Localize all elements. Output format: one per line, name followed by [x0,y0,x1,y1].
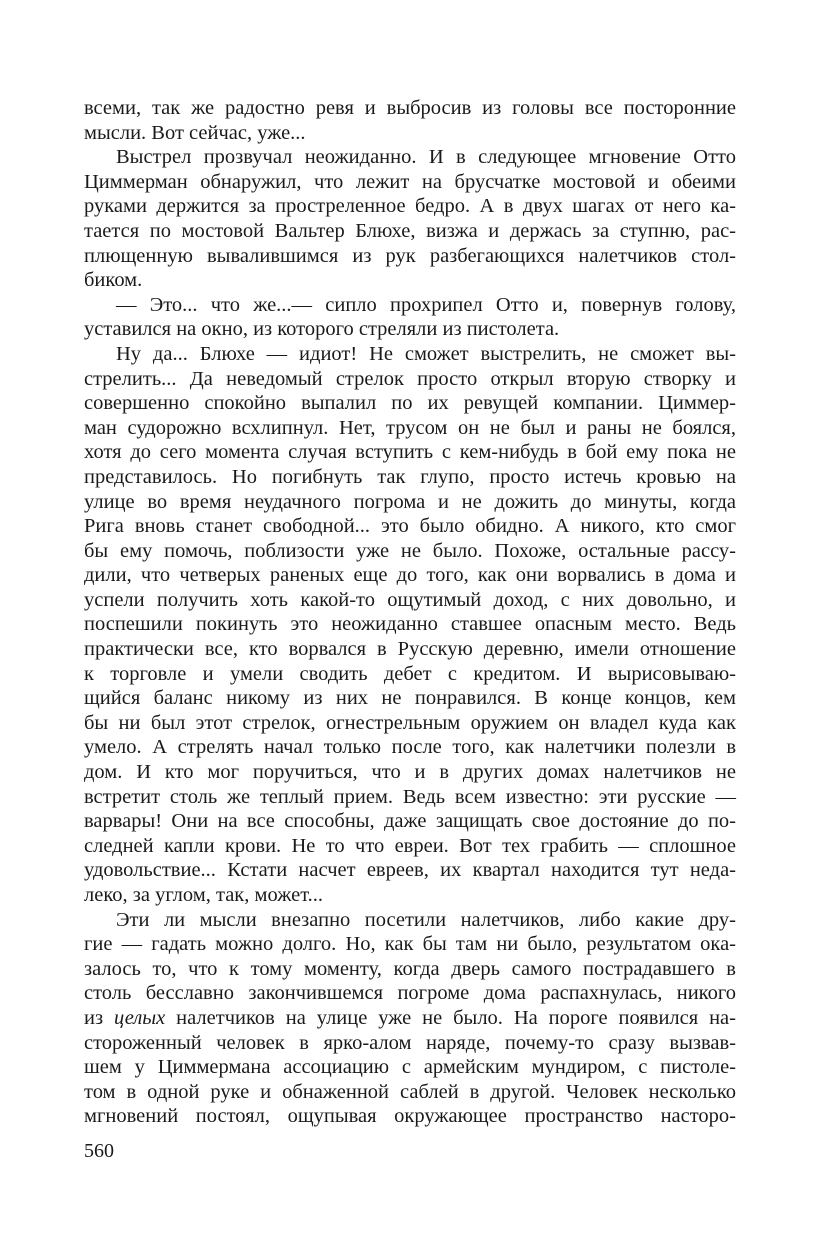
text-line: столь бесславно закончившемся погроме дома распахнулась, никого [84,982,736,1005]
text-line: залось то, что к тому моменту, когда дверь самого пострадавшего в [84,957,736,980]
text-line: совершенно спокойно выпалил по их ревущей компании. Циммер- [84,392,736,415]
text-line: улице во время неудачного погрома и не дожить до минуты, когда [84,490,736,513]
text-line: Ну да... Блюхе — идиот! Не сможет выстрелить, не сможет вы- [116,342,736,365]
text-line: бы ни был этот стрелок, огнестрельным оружием он владел куда как [84,711,736,734]
text-line: бы ему помочь, поблизости уже не было. Похоже, остальные рассу- [84,539,736,562]
text-line: успели получить хоть какой-то ощутимый доход, с них довольно, и [84,588,736,611]
text-line: гие — гадать можно долго. Но, как бы там ни было, результатом ока- [84,933,736,956]
text-line: Рига вновь станет свободной... это было обидно. А никого, кто смог [84,515,736,538]
text-line: леко, за углом, так, может... [84,884,324,906]
text-line: руками держится за простреленное бедро. А в двух шагах от него ка- [84,195,736,218]
text-line: мысли. Вот сейчас, уже... [84,121,306,144]
text-line: представилось. Но погибнуть так глупо, просто истечь кровью на [84,465,736,488]
text-line: уставился на окно, из которого стреляли из пистолета. [84,318,560,341]
italic-word: целых [113,1006,166,1029]
text-line: умело. А стрелять начал только после того, как налетчики полезли в [84,736,736,759]
text-line: — Это... что же...— сипло прохрипел Отто и, повернув голову, [116,293,736,316]
text-line: ман судорожно всхлипнул. Нет, трусом он не был и раны не боялся, [84,416,736,439]
text-line: стрелить... Да неведомый стрелок просто открыл вторую створку и [84,367,736,390]
text-line: Выстрел прозвучал неожиданно. И в следующее мгновение Отто [116,146,736,169]
text-line: хотя до сего момента случая вступить с кем-нибудь в бой ему пока не [84,441,736,464]
text-line: удовольствие... Кстати насчет евреев, их квартал находится тут неда- [84,859,736,882]
text-line: поспешили покинуть это неожиданно ставшее опасным место. Ведь [84,613,736,636]
text-line: мгновений постоял, ощупывая окружающее пространство насторо- [84,1105,736,1128]
text-line: к торговле и умели сводить дебет с кредитом. И вырисовываю- [84,662,736,685]
text-line: тается по мостовой Вальтер Блюхе, визжа и держась за ступню, рас- [84,219,736,242]
text-line: Эти ли мысли внезапно посетили налетчиков, либо какие дру- [116,908,736,931]
text-line: следней капли крови. Не то что евреи. Вот тех грабить — сплошное [84,834,736,857]
text-line: практически все, кто ворвался в Русскую деревню, имели отношение [84,638,736,661]
text-line: стороженный человек в ярко-алом наряде, почему-то сразу вызвав- [84,1031,736,1054]
text-line: щийся баланс никому из них не понравился. В конце концов, кем [84,687,736,710]
page-number: 560 [84,1140,114,1162]
text-line: варвары! Они на все способны, даже защищать свое достояние до по- [84,810,736,833]
text-line: дили, что четверых раненых еще до того, как они ворвались в дома и [84,564,736,587]
text-line: из целых налетчиков на улице уже не было. На пороге появился на- [84,1006,736,1029]
text-line: встретит столь же теплый прием. Ведь всем известно: эти русские — [84,785,736,808]
text-line: плющенную вывалившимся из рук разбегающихся налетчиков стол- [84,244,736,267]
page-body [84,96,736,1129]
text-line: дом. И кто мог поручиться, что и в других домах налетчиков не [84,761,736,784]
text-line: Циммерман обнаружил, что лежит на брусчатке мостовой и обеими [84,170,736,193]
text-line: всеми, так же радостно ревя и выбросив из головы все посторонние [84,97,736,119]
text-line: биком. [84,269,143,292]
text-line: шем у Циммермана ассоциацию с армейским мундиром, с пистоле- [84,1056,736,1079]
text-line: том в одной руке и обнаженной саблей в другой. Человек несколько [84,1080,736,1103]
